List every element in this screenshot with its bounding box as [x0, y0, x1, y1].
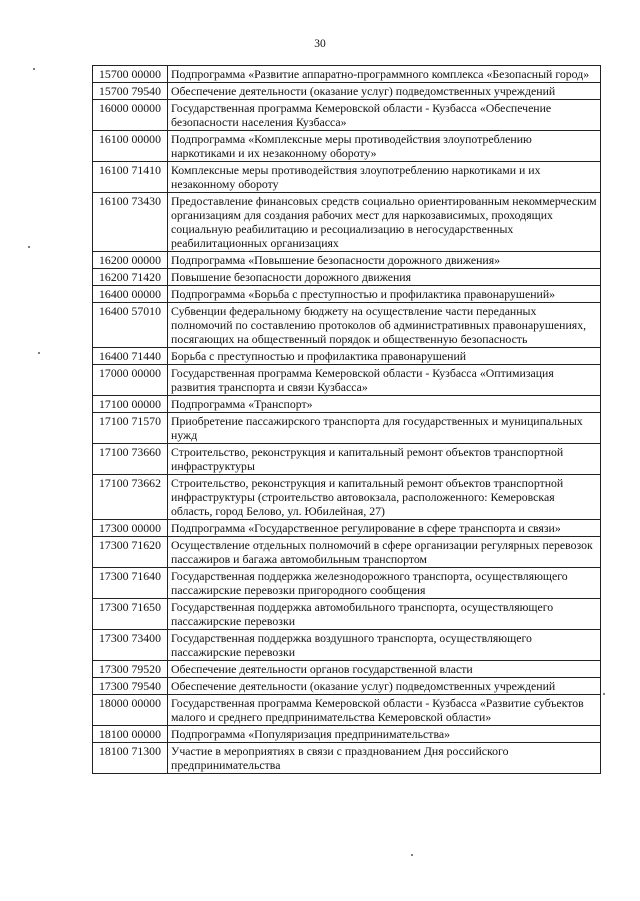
row-name: Подпрограмма «Транспорт» — [168, 396, 601, 413]
table-row — [93, 475, 601, 520]
row-name: Подпрограмма «Борьба с преступностью и профилактика правонарушений» — [168, 286, 601, 303]
table-row — [93, 630, 601, 661]
row-code: 15700 79540 — [93, 83, 168, 100]
row-name: Осуществление отдельных полномочий в сфере организации регулярных перевозок пассажиров и багажа автомобильным транспортом — [168, 537, 601, 568]
row-name: Участие в мероприятиях в связи с празднованием Дня российского предпринимательства — [168, 743, 601, 774]
table-row — [93, 678, 601, 695]
row-code: 17300 71650 — [93, 599, 168, 630]
scan-speck — [411, 854, 413, 856]
table-row — [93, 286, 601, 303]
row-name: Государственная программа Кемеровской области - Кузбасса «Оптимизация развития транспорта и связи Кузбасса» — [168, 365, 601, 396]
table-row — [93, 131, 601, 162]
row-name: Обеспечение деятельности (оказание услуг) подведомственных учреждений — [168, 83, 601, 100]
row-code: 18100 71300 — [93, 743, 168, 774]
row-code: 18100 00000 — [93, 726, 168, 743]
row-name: Подпрограмма «Комплексные меры противодействия злоупотреблению наркотиками и их незаконному обороту» — [168, 131, 601, 162]
table-row — [93, 348, 601, 365]
row-code: 16400 00000 — [93, 286, 168, 303]
table-row — [93, 303, 601, 348]
row-code: 17100 00000 — [93, 396, 168, 413]
table-row — [93, 661, 601, 678]
table-body — [93, 66, 601, 774]
row-code: 17100 73662 — [93, 475, 168, 520]
row-code: 16200 00000 — [93, 252, 168, 269]
table-row — [93, 269, 601, 286]
row-name: Подпрограмма «Развитие аппаратно-программного комплекса «Безопасный город» — [168, 66, 601, 83]
row-name: Государственная программа Кемеровской области - Кузбасса «Развитие субъектов малого и среднего предпринимательства Кемеровской области» — [168, 695, 601, 726]
row-name: Строительство, реконструкция и капитальный ремонт объектов транспортной инфраструктуры — [168, 444, 601, 475]
page-number: 30 — [314, 38, 326, 50]
budget-classification-table — [92, 65, 601, 774]
row-code: 17000 00000 — [93, 365, 168, 396]
table-row — [93, 252, 601, 269]
row-name: Подпрограмма «Государственное регулирование в сфере транспорта и связи» — [168, 520, 601, 537]
row-code: 17300 71640 — [93, 568, 168, 599]
table-row — [93, 743, 601, 774]
row-name: Приобретение пассажирского транспорта для государственных и муниципальных нужд — [168, 413, 601, 444]
row-name: Борьба с преступностью и профилактика правонарушений — [168, 348, 601, 365]
row-code: 17300 79540 — [93, 678, 168, 695]
row-code: 15700 00000 — [93, 66, 168, 83]
row-name: Повышение безопасности дорожного движения — [168, 269, 601, 286]
row-code: 16100 71410 — [93, 162, 168, 193]
row-name: Государственная поддержка железнодорожного транспорта, осуществляющего пассажирские перевозки пригородного сообщения — [168, 568, 601, 599]
scan-speck — [603, 693, 605, 695]
table-row — [93, 413, 601, 444]
row-name: Строительство, реконструкция и капитальный ремонт объектов транспортной инфраструктуры (строительство автовокзала, расположенного: Кемеровская область, город Белово, ул. Юбилейная, 27) — [168, 475, 601, 520]
row-name: Субвенции федеральному бюджету на осуществление части переданных полномочий по составлению протоколов об административных правонарушениях, посягающих на общественный порядок и общественную безопасность — [168, 303, 601, 348]
table-row — [93, 726, 601, 743]
table-row — [93, 599, 601, 630]
table-row — [93, 396, 601, 413]
row-code: 17300 73400 — [93, 630, 168, 661]
row-code: 17100 73660 — [93, 444, 168, 475]
table-row — [93, 365, 601, 396]
table-row — [93, 444, 601, 475]
row-code: 16400 71440 — [93, 348, 168, 365]
row-code: 17100 71570 — [93, 413, 168, 444]
row-code: 16400 57010 — [93, 303, 168, 348]
table-row — [93, 66, 601, 83]
table-row — [93, 695, 601, 726]
table-row — [93, 520, 601, 537]
row-name: Государственная программа Кемеровской области - Кузбасса «Обеспечение безопасности населения Кузбасса» — [168, 100, 601, 131]
row-name: Обеспечение деятельности органов государственной власти — [168, 661, 601, 678]
row-code: 16200 71420 — [93, 269, 168, 286]
table-row — [93, 162, 601, 193]
scan-speck — [38, 352, 40, 354]
row-code: 16100 00000 — [93, 131, 168, 162]
scan-speck — [28, 246, 30, 248]
row-name: Комплексные меры противодействия злоупотреблению наркотиками и их незаконному обороту — [168, 162, 601, 193]
row-name: Подпрограмма «Повышение безопасности дорожного движения» — [168, 252, 601, 269]
row-code: 17300 79520 — [93, 661, 168, 678]
row-name: Государственная поддержка воздушного транспорта, осуществляющего пассажирские перевозки — [168, 630, 601, 661]
row-code: 16000 00000 — [93, 100, 168, 131]
row-name: Подпрограмма «Популяризация предпринимательства» — [168, 726, 601, 743]
row-code: 18000 00000 — [93, 695, 168, 726]
row-name: Обеспечение деятельности (оказание услуг) подведомственных учреждений — [168, 678, 601, 695]
table-row — [93, 83, 601, 100]
table-row — [93, 100, 601, 131]
scan-speck — [33, 68, 35, 70]
table-row — [93, 193, 601, 252]
row-name: Государственная поддержка автомобильного транспорта, осуществляющего пассажирские перевозки — [168, 599, 601, 630]
row-name: Предоставление финансовых средств социально ориентированным некоммерческим организациям для создания рабочих мест для наркозависимых, проходящих социальную реабилитацию и ресоциализацию в негосударственных реабилитационных организациях — [168, 193, 601, 252]
table-row — [93, 537, 601, 568]
row-code: 17300 00000 — [93, 520, 168, 537]
row-code: 17300 71620 — [93, 537, 168, 568]
row-code: 16100 73430 — [93, 193, 168, 252]
table-row — [93, 568, 601, 599]
